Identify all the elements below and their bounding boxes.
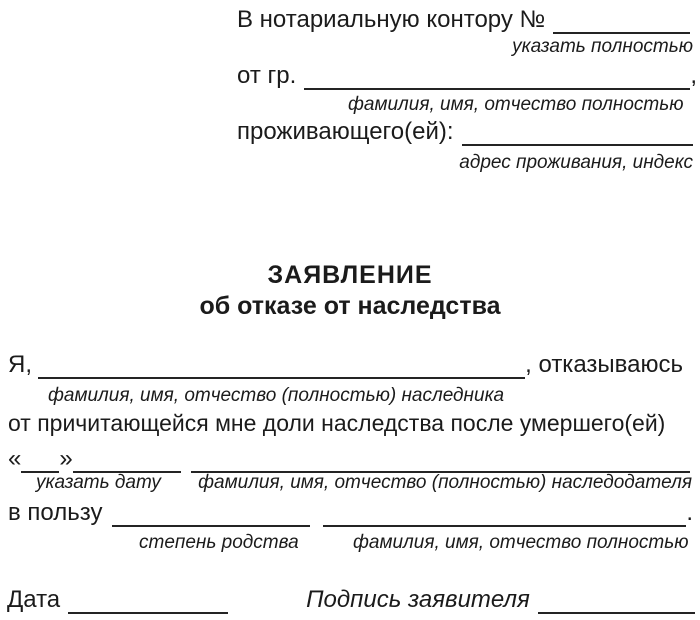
date-label: Дата	[7, 586, 61, 613]
favor-label: в пользу	[8, 499, 103, 526]
signature-label: Подпись заявителя	[306, 586, 530, 613]
notary-office-label: В нотариальную контору №	[237, 6, 546, 33]
footer-line	[7, 587, 695, 614]
date-field[interactable]	[68, 601, 228, 614]
share-text: от причитающейся мне доли наследства после умершего(ей)	[8, 410, 666, 436]
beneficiary-name-hint: фамилия, имя, отчество полностью	[353, 532, 689, 553]
document-subtitle: об отказе от наследства	[199, 292, 501, 320]
heir-name-field[interactable]	[38, 366, 525, 379]
declarant-line	[8, 352, 683, 379]
deceased-name-hint: фамилия, имя, отчество (полностью) наследодателя	[198, 472, 692, 493]
relation-degree-hint: степень родства	[139, 532, 299, 553]
residence-address-field[interactable]	[462, 133, 693, 146]
document-title: ЗАЯВЛЕНИЕ	[267, 261, 433, 289]
beneficiary-line	[8, 500, 693, 527]
date-and-deceased-line	[8, 446, 690, 473]
open-quote: «	[8, 445, 22, 472]
relation-degree-field[interactable]	[112, 514, 310, 527]
share-line	[8, 411, 665, 437]
beneficiary-name-field[interactable]	[323, 514, 686, 527]
i-label: Я,	[8, 351, 32, 378]
death-day-field[interactable]	[21, 460, 59, 473]
favor-period: .	[686, 499, 693, 526]
notary-office-line	[237, 7, 690, 34]
death-date-hint: указать дату	[36, 472, 161, 493]
applicant-name-field[interactable]	[304, 77, 690, 90]
living-label: проживающего(ей):	[237, 118, 454, 145]
residence-address-hint: адрес проживания, индекс	[459, 152, 693, 173]
applicant-line	[237, 63, 697, 90]
death-month-year-field[interactable]	[73, 460, 181, 473]
from-label: от гр.	[237, 62, 297, 89]
notary-office-hint: указать полностью	[512, 36, 693, 57]
residence-line	[237, 119, 693, 146]
notary-office-number-field[interactable]	[553, 21, 690, 34]
close-quote: »	[59, 445, 73, 472]
signature-field[interactable]	[538, 601, 695, 614]
heir-name-hint: фамилия, имя, отчество (полностью) наследника	[48, 385, 505, 406]
from-comma: ,	[690, 62, 697, 89]
deceased-name-field[interactable]	[191, 460, 690, 473]
i-suffix: , отказываюсь	[525, 351, 683, 378]
applicant-name-hint: фамилия, имя, отчество полностью	[348, 94, 684, 115]
